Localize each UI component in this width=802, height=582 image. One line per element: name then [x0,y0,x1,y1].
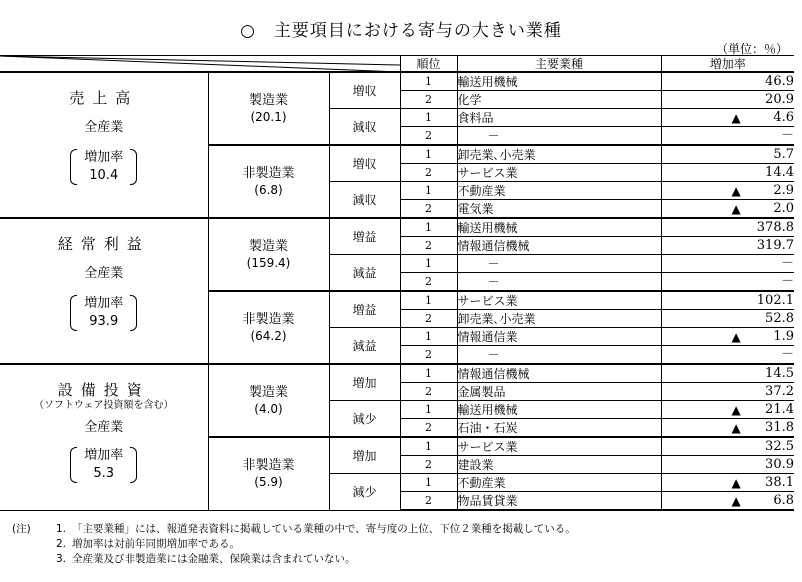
direction-cell: 増益 [329,291,400,328]
subsector-cell [208,291,329,364]
section-cell [0,218,208,364]
rate-bracket [70,149,137,185]
industry-cell: 輸送用機械 [457,401,661,419]
industry-cell: サービス業 [457,437,661,456]
rate-cell [661,237,794,255]
rate-cell [661,401,794,419]
industry-cell: サービス業 [457,291,661,310]
industry-cell: － [457,255,661,273]
rate-bracket [70,447,137,483]
direction-cell: 増収 [329,145,400,182]
header-diagonal-cell [0,56,400,73]
subsector-rate: (64.2) [250,328,287,343]
subsector-name: 非製造業 [242,457,295,473]
industry-cell: － [457,273,661,292]
rank-cell: 1 [400,255,457,273]
direction-cell: 減益 [329,255,400,292]
rate-value: 38.1 [765,474,794,490]
industry-cell: － [457,346,661,365]
rank-cell: 2 [400,492,457,511]
rate-value: 1.9 [773,328,794,344]
direction-cell: 増益 [329,218,400,255]
industry-cell: 電気業 [457,200,661,219]
rank-cell: 1 [400,72,457,91]
subsector-name: 製造業 [248,238,288,254]
rate-cell [661,182,794,200]
industry-cell: 情報通信業 [457,328,661,346]
industry-cell: 化学 [457,91,661,109]
rate-label: 増加率 [84,448,124,463]
rate-value: － [780,273,794,289]
section-name: 経常利益 [57,235,150,253]
subsector-rate: (6.8) [254,182,283,197]
subsector-cell [208,145,329,218]
rate-cell [661,200,794,219]
industry-cell: 物品賃貸業 [457,492,661,511]
rate-value: 52.8 [765,310,794,326]
table-row [0,218,794,237]
rate-cell [661,127,794,146]
rank-cell: 1 [400,328,457,346]
rate-cell [661,91,794,109]
rate-value: 46.9 [765,73,794,89]
rank-cell: 2 [400,237,457,255]
negative-triangle-icon: ▲ [731,329,741,344]
section-name: 設備投資 [57,381,150,399]
industry-cell: 情報通信機械 [457,364,661,383]
all-industry-label: 全産業 [84,120,124,135]
subsector-rate: (20.1) [250,109,287,124]
direction-cell: 減少 [329,474,400,511]
negative-triangle-icon: ▲ [731,493,741,508]
industry-cell: 食料品 [457,109,661,127]
footnote-1: (注) 1. 「主要業種」には、報道発表資料に掲載している業種の中で、寄与度の上位、下位２業種を掲載している。 [12,523,576,535]
rate-value: 2.0 [773,200,794,216]
unit-label: （単位：％） [715,42,788,56]
rate-value: 30.9 [765,456,794,472]
rate-cell [661,291,794,310]
rank-cell: 1 [400,437,457,456]
industry-cell: 不動産業 [457,182,661,200]
industry-cell: 建設業 [457,456,661,474]
rate-cell [661,474,794,492]
rate-value: 93.9 [89,314,119,329]
industry-cell: 金属製品 [457,383,661,401]
subsector-cell [208,437,329,510]
rate-value: 319.7 [756,237,794,253]
rate-value: 378.8 [756,219,794,235]
footnotes [12,522,576,567]
table-row [0,364,794,383]
footnote-3: 3. 全産業及び非製造業には金融業、保険業は含まれていない。 [55,553,356,565]
rate-value: 14.4 [765,164,794,180]
rate-value: 5.3 [93,466,115,481]
rate-cell [661,419,794,438]
section-cell [0,72,208,218]
rank-cell: 2 [400,91,457,109]
rate-cell [661,109,794,127]
rate-cell [661,145,794,164]
rate-label: 増加率 [84,296,124,311]
rate-bracket [70,295,137,331]
rate-value: 6.8 [773,492,794,508]
section-name: 売上高 [69,89,139,107]
rank-cell: 1 [400,109,457,127]
negative-triangle-icon: ▲ [731,183,741,198]
rank-cell: 2 [400,419,457,438]
direction-cell: 減収 [329,182,400,219]
rate-value: 4.6 [773,109,794,125]
rank-cell: 2 [400,164,457,182]
rank-cell: 1 [400,474,457,492]
rate-cell [661,164,794,182]
header-row [0,56,794,73]
subsector-cell [208,72,329,145]
rate-value: 5.7 [773,146,794,162]
rate-cell [661,383,794,401]
rate-value: 31.8 [765,419,794,435]
rate-cell [661,492,794,511]
direction-cell: 減少 [329,401,400,438]
rank-cell: 1 [400,291,457,310]
negative-triangle-icon: ▲ [731,402,741,417]
rate-cell [661,346,794,365]
rate-value: － [780,255,794,271]
rank-cell: 1 [400,364,457,383]
direction-cell: 増加 [329,364,400,401]
direction-cell: 減収 [329,109,400,146]
rank-cell: 2 [400,310,457,328]
industry-cell: 不動産業 [457,474,661,492]
rank-cell: 1 [400,401,457,419]
rank-cell: 2 [400,383,457,401]
industry-cell: サービス業 [457,164,661,182]
rate-value: 21.4 [765,401,794,417]
direction-cell: 増加 [329,437,400,474]
rate-cell [661,218,794,237]
rate-value: 2.9 [773,182,794,198]
header-rank: 順位 [400,56,457,73]
rate-cell [661,273,794,292]
rate-cell [661,310,794,328]
table-row [0,72,794,91]
rate-cell [661,456,794,474]
direction-cell: 減益 [329,328,400,365]
rate-cell [661,72,794,91]
footnote-2: 2. 増加率は対前年同期増加率である。 [55,538,240,550]
rank-cell: 1 [400,145,457,164]
negative-triangle-icon: ▲ [731,475,741,490]
rank-cell: 2 [400,273,457,292]
rate-value: 102.1 [756,292,794,308]
industry-cell: 石油・石炭 [457,419,661,438]
section-note: （ソフトウェア投資額を含む） [33,400,174,411]
rank-cell: 1 [400,182,457,200]
header-rate: 増加率 [661,56,794,73]
subsector-rate: (4.0) [254,401,283,416]
direction-cell: 増収 [329,72,400,109]
negative-triangle-icon: ▲ [731,420,741,435]
industry-table [0,55,794,511]
rate-cell [661,364,794,383]
rate-value: 14.5 [765,365,794,381]
rate-value: 10.4 [89,168,119,183]
subsector-name: 製造業 [248,92,288,108]
industry-cell: 卸売業､小売業 [457,145,661,164]
rank-cell: 2 [400,456,457,474]
subsector-rate: (5.9) [254,474,283,489]
industry-cell: 輸送用機械 [457,218,661,237]
subsector-name: 非製造業 [242,165,295,181]
rate-value: 20.9 [765,91,794,107]
rate-label: 増加率 [84,150,124,165]
subsector-cell [208,218,329,291]
diagonal-line [0,56,400,72]
negative-triangle-icon: ▲ [731,201,741,216]
rate-cell [661,255,794,273]
industry-cell: 輸送用機械 [457,72,661,91]
all-industry-label: 全産業 [84,266,124,281]
industry-cell: 情報通信機械 [457,237,661,255]
rank-cell: 1 [400,218,457,237]
rate-value: 37.2 [765,383,794,399]
negative-triangle-icon: ▲ [731,110,741,125]
industry-cell: － [457,127,661,146]
rate-value: 32.5 [765,438,794,454]
section-cell [0,364,208,510]
footnote-label: (注) [12,523,31,535]
page-title: ○ 主要項目における寄与の大きい業種 [240,21,562,41]
rate-cell [661,328,794,346]
subsector-name: 非製造業 [242,311,295,327]
rank-cell: 2 [400,127,457,146]
rate-value: － [780,127,794,143]
header-industry: 主要業種 [457,56,661,73]
rate-cell [661,437,794,456]
rate-value: － [780,346,794,362]
rank-cell: 2 [400,346,457,365]
all-industry-label: 全産業 [84,420,124,435]
subsector-cell [208,364,329,437]
subsector-rate: (159.4) [246,255,291,270]
industry-cell: 卸売業､小売業 [457,310,661,328]
rank-cell: 2 [400,200,457,219]
subsector-name: 製造業 [248,384,288,400]
